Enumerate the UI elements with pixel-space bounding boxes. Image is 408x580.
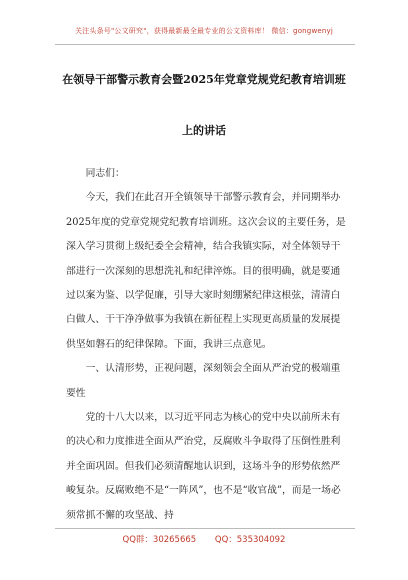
salutation: 同志们： xyxy=(85,168,125,179)
paragraph: 党的十八大以来，以习近平同志为核心的党中央以前所未有的决心和力度推进全面从严治党，反腐败斗争取得了压倒性胜利并全面巩固。但我们必须清醒地认识到，这场斗争的形势依然严峻复杂。反腐败绝不是“一阵风”，也不是“收官战”，而是一场必须常抓不懈的攻坚战、持 xyxy=(66,412,341,521)
document-title-line2: 上的讲话 xyxy=(182,124,226,137)
footer-divider xyxy=(55,528,355,529)
footer-qq-group: QQ群：30265665 xyxy=(122,535,197,545)
footer xyxy=(0,533,408,545)
paragraph: 今天，我们在此召开全镇领导干部警示教育会，并同期举办2025年度的党章党规党纪教育培训班。这次会议的主要任务，是深入学习贯彻上级纪委全会精神，结合我镇实际，对全体领导干部进行一次深刻的思想洗礼和纪律淬炼。目的很明确，就是要通过以案为鉴、以学促廉，引导大家时刻绷紧纪律这根弦，清清白白做人、干干净净做事为我镇在新征程上实现更高质量的发展提供坚如磐石的纪律保障。下面，我讲三点意见。 xyxy=(66,192,346,350)
document-body xyxy=(66,162,346,528)
section-heading: 一、认清形势，正视问题，深刻领会全面从严治党的极端重要性 xyxy=(66,363,341,399)
footer-qq: QQ：535304092 xyxy=(214,535,286,545)
header-note: 关注头条号"公文研究"，获得最新最全最专业的公文资料库！ 微信：gongwenyj xyxy=(74,27,334,35)
header-divider xyxy=(55,44,355,45)
document-title-line1: 在领导干部警示教育会暨2025年党章党规党纪教育培训班 xyxy=(62,73,346,86)
